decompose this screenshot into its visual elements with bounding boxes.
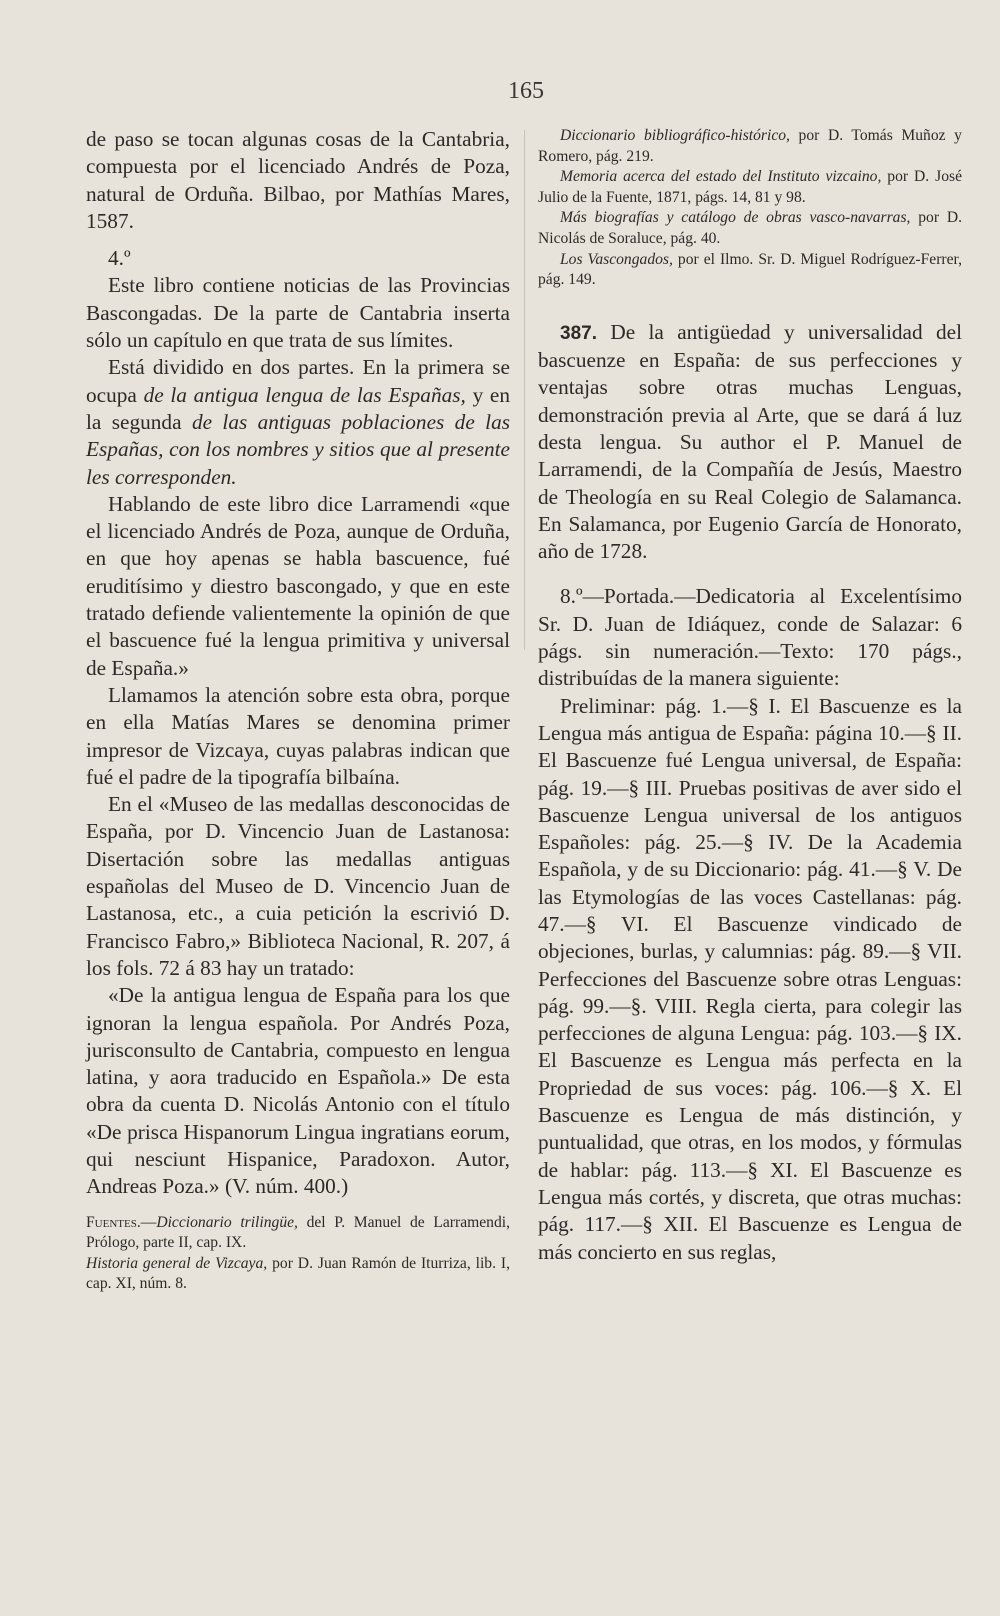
source-1: Fuentes.—Diccionario trilingüe, del P. Manuel de Larramendi, Prólogo, parte II, cap. IX. xyxy=(86,1213,510,1252)
paragraph-intro: de paso se tocan algunas cosas de la Cantabria, compuesta por el licenciado Andrés de Poza, natural de Orduña. Bilbao, por Mathías Mares, 1587. xyxy=(86,127,510,233)
source-1-title: Diccionario trilingüe, xyxy=(156,1213,298,1231)
source-2-title: Historia general de Vizcaya, xyxy=(86,1254,268,1272)
parts-text-b: y en la segunda xyxy=(86,382,511,434)
reference-3-detail: por D. Nicolás de Soraluce, pág. 40. xyxy=(538,209,962,247)
reference-2-detail: por D. José Julio de la Fuente, 1871, págs. 14, 81 y 98. xyxy=(538,168,962,206)
right-column xyxy=(538,126,962,1266)
reference-4-detail: por el Ilmo. Sr. D. Miguel Rodríguez-Ferrer, pág. 149. xyxy=(538,250,962,289)
entry-title: De la antigüedad y universalidad del bascuenze en España: de sus perfecciones y ventajas sobre otras muchas Lenguas, demonstración previa al Arte, que se dará á luz desta lengua. Su author el P. Manuel de Larramendi, de la Compañía de Jesús, Maestro de Theología en su Real Colegio de Salamanca. En Salamanca, por Eugenio García de Honorato, año de 1728. xyxy=(538,319,963,564)
parts-title-1: de la antigua lengua de las Españas, xyxy=(143,382,466,407)
left-column xyxy=(86,126,510,1295)
source-2-detail: por D. Juan Ramón de Iturriza, lib. I, cap. XI, núm. 8. xyxy=(86,1254,511,1293)
item-number: 4.º xyxy=(108,246,131,271)
paragraph-parts xyxy=(86,354,510,490)
reference-1-detail: por D. Tomás Muñoz y Romero, pág. 219. xyxy=(538,127,962,165)
entry-387 xyxy=(538,319,962,566)
sources-block xyxy=(86,1213,510,1295)
source-1-detail: del P. Manuel de Larramendi, Prólogo, parte II, cap. IX. xyxy=(86,1213,510,1252)
paragraph-attention: Llamamos la atención sobre esta obra, porque en ella Matías Mares se denomina primer impresor de Vizcaya, cuyas palabras indican que fué el padre de la tipografía bilbaína. xyxy=(86,682,510,789)
reference-1-title: Diccionario bibliográfico-histórico, xyxy=(560,127,790,144)
parts-text-a: Está dividido en dos partes. En la primera se ocupa xyxy=(86,355,510,407)
paragraph-larramendi: Hablando de este libro dice Larramendi «que el licenciado Andrés de Poza, aunque de Orduña, en que hoy apenas se habla bascuence, fué eruditísimo y diestro bascongado, y que en este tratado defiende valientemente la opinión de que el bascuence fué la lengua primitiva y universal de España.» xyxy=(86,491,510,680)
entry-description: 8.º—Portada.—Dedicatoria al Excelentísimo Sr. D. Juan de Idiáquez, conde de Salazar: 6 págs. sin numeración.—Texto: 170 págs., distribuídas de la manera siguiente: xyxy=(538,584,962,691)
reference-3 xyxy=(538,208,962,249)
sources-label: Fuentes. xyxy=(86,1213,141,1231)
reference-2-title: Memoria acerca del estado del Instituto vizcaino, xyxy=(560,168,882,186)
parts-title-2: de las antiguas poblaciones de las Españas, con los nombres y sitios que al presente les corresponden. xyxy=(86,409,511,489)
paragraph-contents: Este libro contiene noticias de las Provincias Bascongadas. De la parte de Cantabria inserta sólo un capítulo en que trata de sus límites. xyxy=(86,273,510,353)
page-number: 165 xyxy=(508,78,544,104)
entry-contents: Preliminar: pág. 1.—§ I. El Bascuenze es la Lengua más antigua de España: página 10.—§ II. El Bascuenze fué Lengua universal, de España: pág. 19.—§ III. Pruebas positivas de aver sido el Bascuenze Lengua universal de los antiguos Españoles: pág. 25.—§ IV. De la Academia Española, y de su Diccionario: pág. 41.—§ V. De las Etymologías de las voces Castellanas: pág. 47.—§ VI. El Bascuenze vindicado de objeciones, burlas, y calumnias: pág. 89.—§ VII. Perfecciones del Bascuenze sobre otras Lenguas: pág. 99.—§. VIII. Regla cierta, para colegir las perfecciones de alguna Lengua: pág. 103.—§ IX. El Bascuenze es Lengua más perfecta en la Propriedad de sus voces: pág. 106.—§ X. El Bascuenze es Lengua de más distinción, y puntualidad, que otras, en los modos, y fórmulas de hablar: pág. 113.—§ XI. El Bascuenze es Lengua más cortés, y discreta, que otras muchas: pág. 117.—§ XII. El Bascuenze es Lengua de más concierto en sus reglas, xyxy=(538,693,962,1264)
column-divider xyxy=(524,130,525,650)
reference-2 xyxy=(538,167,962,208)
reference-1 xyxy=(538,126,962,167)
entry-number: 387. xyxy=(560,322,597,344)
paragraph-treatise: «De la antigua lengua de España para los que ignoran la lengua española. Por Andrés Poza, jurisconsulto de Cantabria, compuesto en lengua latina, y aora traducido en Española.» De esta obra da cuenta D. Nicolás Antonio con el título «De prisca Hispanorum Lingua ingratians eorum, qui nesciunt Hispanice, Paradoxon. Autor, Andreas Poza.» (V. núm. 400.) xyxy=(86,983,510,1199)
paragraph-museo: En el «Museo de las medallas desconocidas de España, por D. Vincencio Juan de Lastanosa: Disertación sobre las medallas antiguas españolas del Museo de D. Vincencio Juan de Lastanosa, etc., a cuia petición la escrivió D. Francisco Fabro,» Biblioteca Nacional, R. 207, á los fols. 72 á 83 hay un tratado: xyxy=(86,792,510,980)
reference-4-title: Los Vascongados, xyxy=(560,250,673,268)
reference-3-title: Más biografías y catálogo de obras vasco-navarras, xyxy=(560,209,911,227)
source-2 xyxy=(86,1254,510,1295)
references-block xyxy=(538,126,962,291)
reference-4 xyxy=(538,250,962,291)
